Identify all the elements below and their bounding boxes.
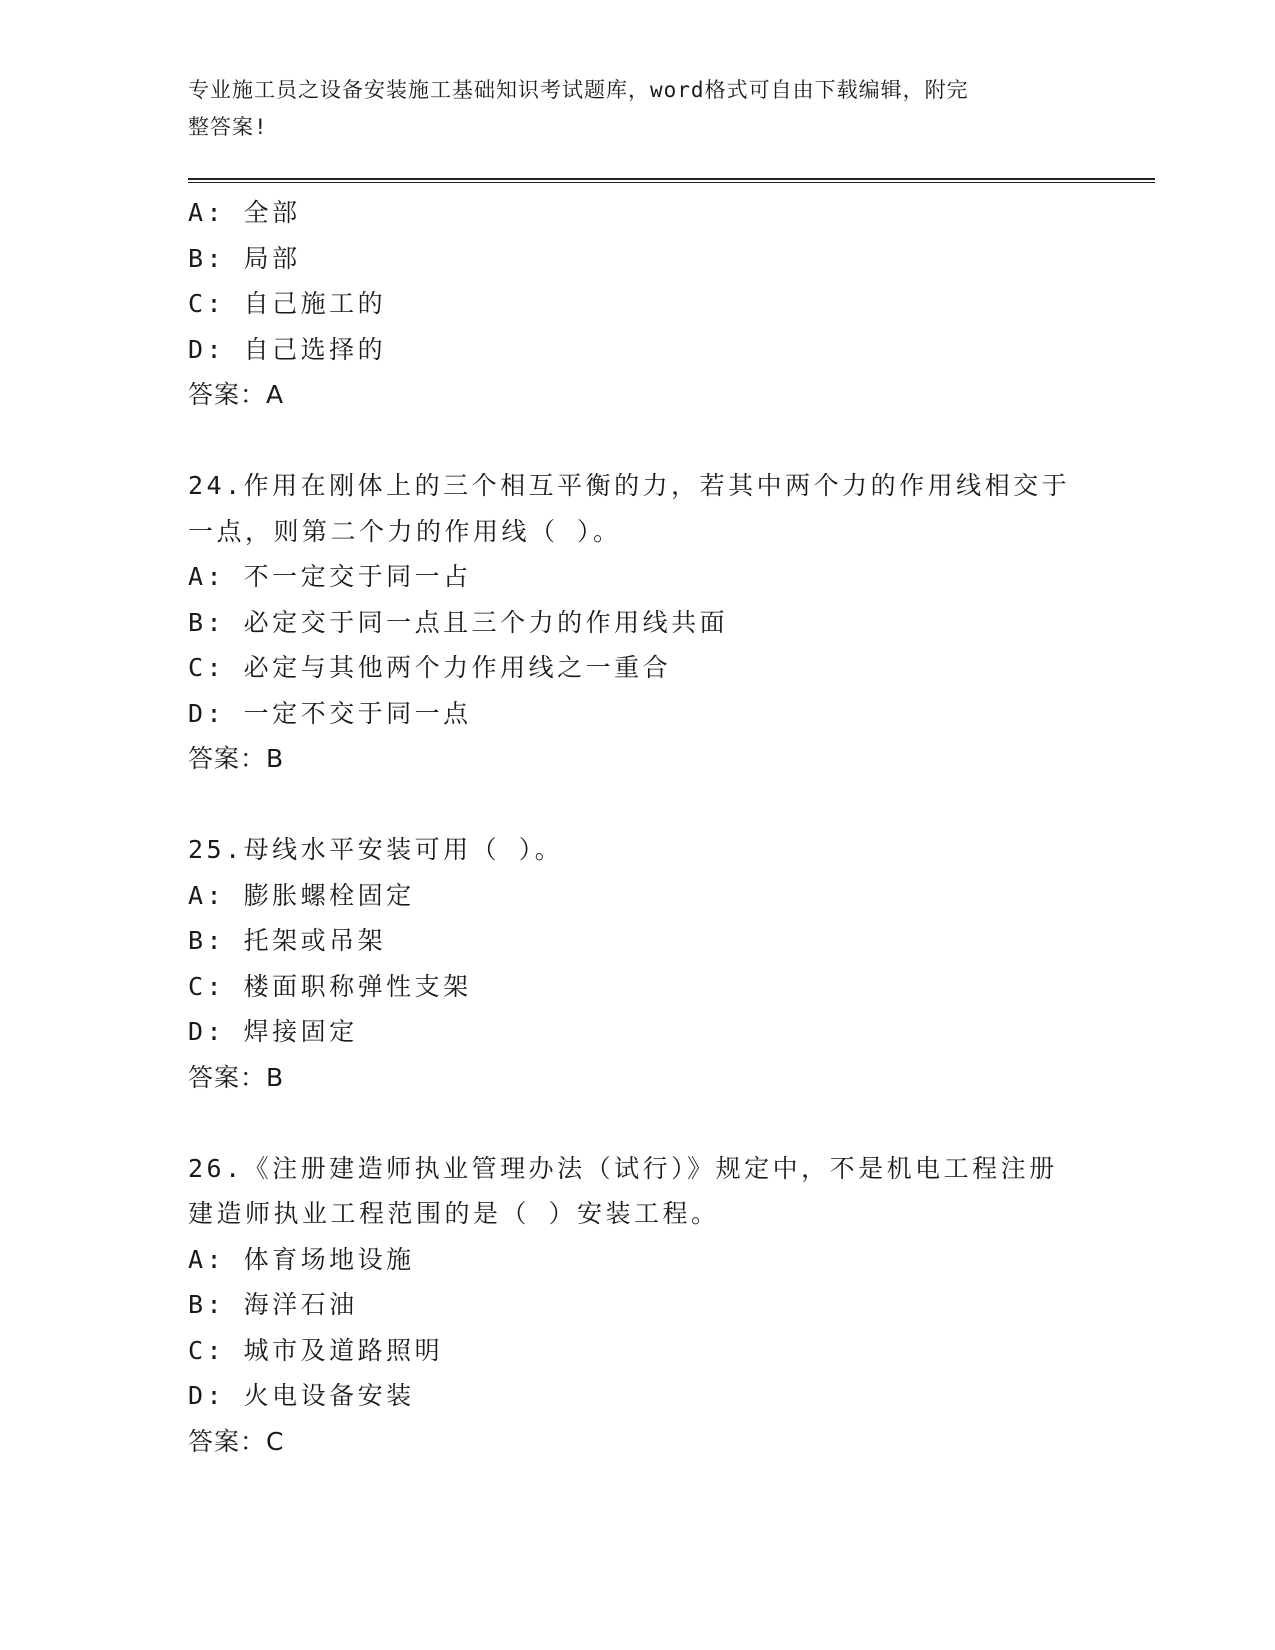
option-b: B: 海洋石油 (188, 1290, 358, 1319)
question-list (188, 190, 1088, 1464)
document-header (188, 72, 1068, 146)
header-divider (188, 178, 1155, 183)
option-a: A: 膨胀螺栓固定 (188, 880, 415, 910)
spacer (188, 782, 1088, 828)
header-line-1: 专业施工员之设备安装施工基础知识考试题库，word格式可自由下载编辑，附完 (188, 78, 969, 102)
question-stem-line-2: 一点，则第二个力的作用线（ ）。 (188, 516, 622, 546)
option-a: A: 体育场地设施 (188, 1244, 415, 1274)
question-24 (188, 463, 1088, 782)
header-line-2: 整答案! (188, 115, 268, 139)
question-stem-line-1: 25.母线水平安装可用（ ）。 (188, 835, 564, 864)
answer-line: 答案：A (188, 380, 285, 409)
answer-line: 答案：B (188, 1062, 285, 1092)
option-d: D: 一定不交于同一点 (188, 698, 472, 728)
option-a: A: 不一定交于同一占 (188, 562, 472, 591)
option-d: D: 焊接固定 (188, 1017, 358, 1046)
option-d: D: 自己选择的 (188, 334, 387, 364)
option-c: C: 城市及道路照明 (188, 1335, 444, 1365)
answer-line: 答案：B (188, 744, 285, 773)
question-stem-line-2: 建造师执业工程范围的是（ ）安装工程。 (188, 1199, 720, 1228)
option-d: D: 火电设备安装 (188, 1381, 415, 1410)
option-b: B: 局部 (188, 243, 301, 273)
option-b: B: 托架或吊架 (188, 926, 387, 955)
question-25 (188, 827, 1088, 1100)
question-23 (188, 190, 1088, 418)
question-stem-line-1: 24.作用在刚体上的三个相互平衡的力，若其中两个力的作用线相交于 (188, 471, 1071, 500)
option-c: C: 必定与其他两个力作用线之一重合 (188, 653, 672, 682)
question-stem-line-1: 26.《注册建造师执业管理办法（试行）》规定中，不是机电工程注册 (188, 1153, 1058, 1183)
spacer (188, 418, 1088, 464)
question-26 (188, 1146, 1088, 1465)
spacer (188, 1100, 1088, 1146)
option-b: B: 必定交于同一点且三个力的作用线共面 (188, 607, 729, 637)
option-c: C: 楼面职称弹性支架 (188, 971, 472, 1001)
option-c: C: 自己施工的 (188, 289, 387, 318)
answer-line: 答案：C (188, 1426, 285, 1456)
option-a: A: 全部 (188, 198, 301, 227)
